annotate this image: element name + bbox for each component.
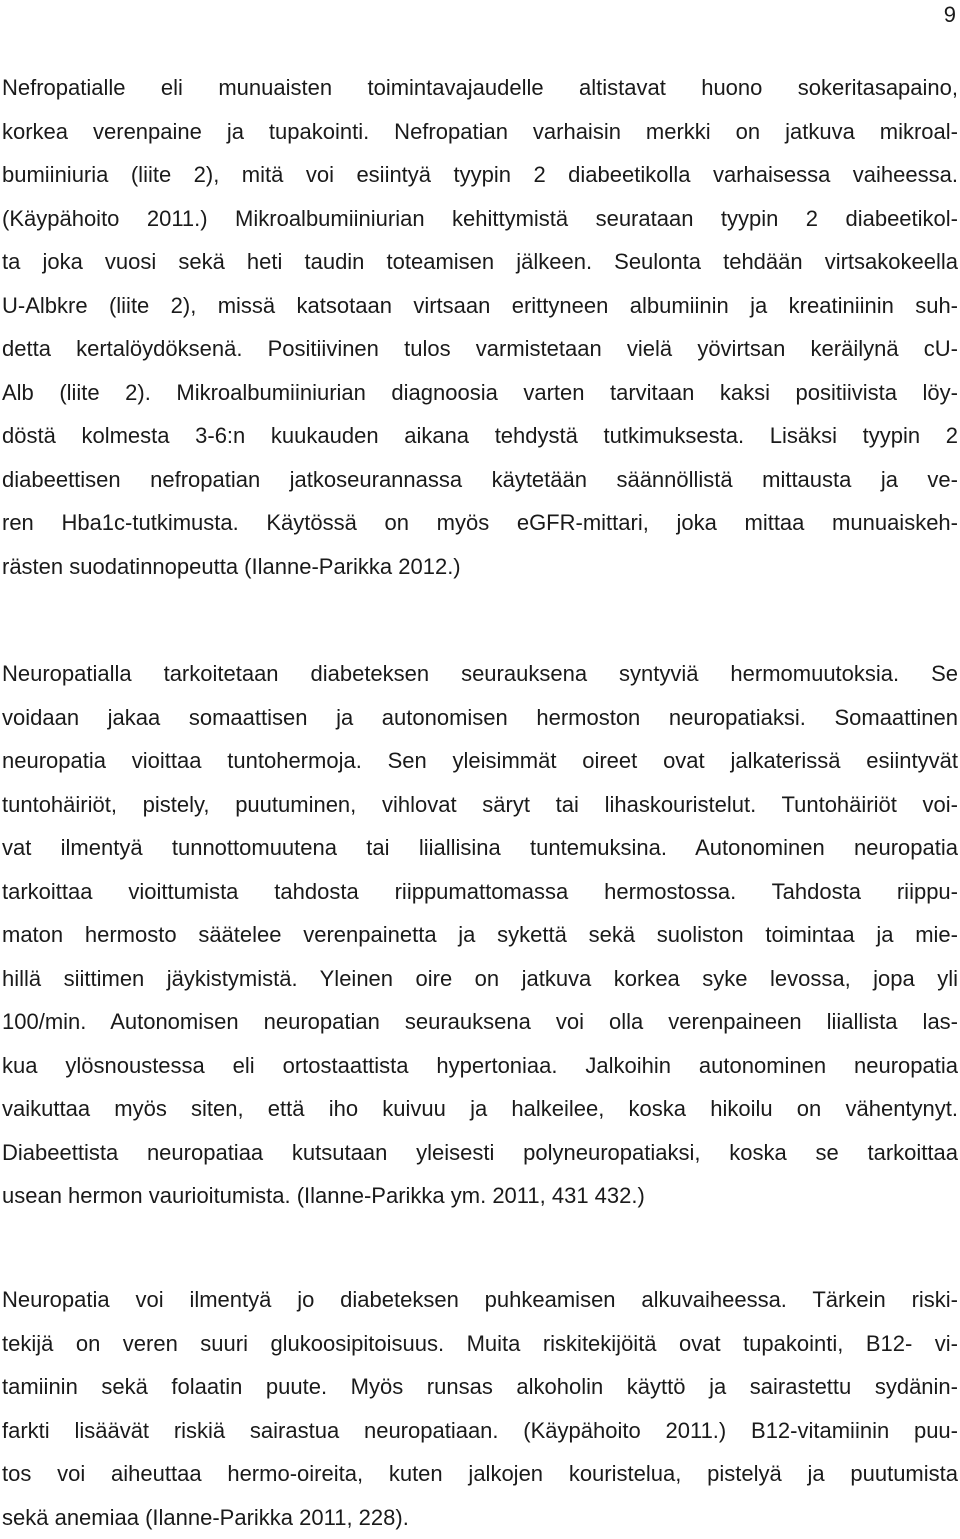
page-number: 9 (944, 2, 956, 28)
text-line: tuntohäiriöt, pistely, puutuminen, vihlovat säryt tai lihaskouristelut. Tuntohäiriöt voi- (2, 783, 958, 827)
text-line: vaikuttaa myös siten, että iho kuivuu ja halkeilee, koska hikoilu on vähentynyt. (2, 1087, 958, 1131)
text-line: diabeettisen nefropatian jatkoseurannassa käytetään säännöllistä mittausta ja ve- (2, 458, 958, 502)
text-line: usean hermon vaurioitumista. (Ilanne-Parikka ym. 2011, 431 432.) (2, 1174, 958, 1218)
text-line: (Käypähoito 2011.) Mikroalbumiiniurian kehittymistä seurataan tyypin 2 diabeetikol- (2, 197, 958, 241)
paragraph-nefropatia (2, 66, 958, 588)
text-line: döstä kolmesta 3-6:n kuukauden aikana tehdystä tutkimuksesta. Lisäksi tyypin 2 (2, 414, 958, 458)
text-line: Diabeettista neuropatiaa kutsutaan yleisesti polyneuropatiaksi, koska se tarkoittaa (2, 1131, 958, 1175)
text-line: Alb (liite 2). Mikroalbumiiniurian diagnoosia varten tarvitaan kaksi positiivista löy- (2, 371, 958, 415)
text-line: sekä anemiaa (Ilanne-Parikka 2011, 228). (2, 1496, 958, 1539)
text-line: bumiiniuria (liite 2), mitä voi esiintyä tyypin 2 diabeetikolla varhaisessa vaiheessa. (2, 153, 958, 197)
text-line: U-Albkre (liite 2), missä katsotaan virtsaan erittyneen albumiinin ja kreatiniinin suh- (2, 284, 958, 328)
text-line: tamiinin sekä folaatin puute. Myös runsas alkoholin käyttö ja sairastettu sydänin- (2, 1365, 958, 1409)
text-line: Neuropatialla tarkoitetaan diabeteksen seurauksena syntyviä hermomuutoksia. Se (2, 652, 958, 696)
text-line: tos voi aiheuttaa hermo-oireita, kuten jalkojen kouristelua, pistelyä ja puutumista (2, 1452, 958, 1496)
text-line: voidaan jakaa somaattisen ja autonomisen hermoston neuropatiaksi. Somaattinen (2, 696, 958, 740)
text-line: detta kertalöydöksenä. Positiivinen tulos varmistetaan vielä yövirtsan keräilynä cU- (2, 327, 958, 371)
text-line: korkea verenpaine ja tupakointi. Nefropatian varhaisin merkki on jatkuva mikroal- (2, 110, 958, 154)
text-line: neuropatia vioittaa tuntohermoja. Sen yleisimmät oireet ovat jalkaterissä esiintyvät (2, 739, 958, 783)
text-line: 100/min. Autonomisen neuropatian seurauksena voi olla verenpaineen liiallista las- (2, 1000, 958, 1044)
text-line: hillä siittimen jäykistymistä. Yleinen oire on jatkuva korkea syke levossa, jopa yli (2, 957, 958, 1001)
text-line: ren Hba1c-tutkimusta. Käytössä on myös eGFR-mittari, joka mittaa munuaiskeh- (2, 501, 958, 545)
paragraph-neuropatia-definition (2, 652, 958, 1218)
text-line: Nefropatialle eli munuaisten toimintavajaudelle altistavat huono sokeritasapaino, (2, 66, 958, 110)
text-line: ta joka vuosi sekä heti taudin toteamisen jälkeen. Seulonta tehdään virtsakokeella (2, 240, 958, 284)
text-line: kua ylösnoustessa eli ortostaattista hypertoniaa. Jalkoihin autonominen neuropatia (2, 1044, 958, 1088)
text-line: maton hermosto säätelee verenpainetta ja sykettä sekä suoliston toimintaa ja mie- (2, 913, 958, 957)
text-line: farkti lisäävät riskiä sairastua neuropatiaan. (Käypähoito 2011.) B12-vitamiinin puu- (2, 1409, 958, 1453)
text-line: Neuropatia voi ilmentyä jo diabeteksen puhkeamisen alkuvaiheessa. Tärkein riski- (2, 1278, 958, 1322)
text-line: rästen suodatinnopeutta (Ilanne-Parikka 2012.) (2, 545, 958, 589)
paragraph-neuropatia-risk-factors (2, 1278, 958, 1539)
text-line: tekijä on veren suuri glukoosipitoisuus. Muita riskitekijöitä ovat tupakointi, B12- vi- (2, 1322, 958, 1366)
text-line: tarkoittaa vioittumista tahdosta riippumattomassa hermostossa. Tahdosta riippu- (2, 870, 958, 914)
text-line: vat ilmentyä tunnottomuutena tai liiallisina tuntemuksina. Autonominen neuropatia (2, 826, 958, 870)
